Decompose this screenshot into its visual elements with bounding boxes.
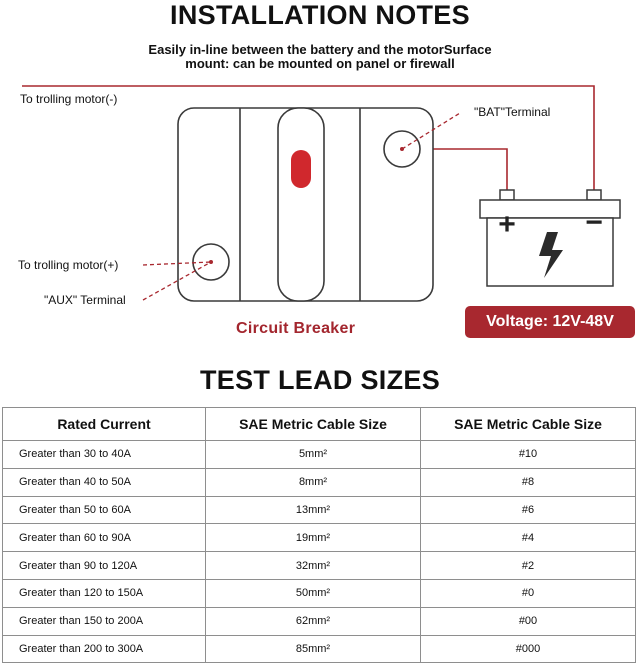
- cell-awg-size: #4: [421, 524, 636, 552]
- table-row: [3, 552, 636, 580]
- cell-rated-current: Greater than 150 to 200A: [3, 607, 206, 635]
- label-trolling-motor-negative: To trolling motor(-): [20, 92, 118, 106]
- cell-awg-size: #6: [421, 496, 636, 524]
- cell-awg-size: #000: [421, 635, 636, 663]
- header-sae-metric-size: SAE Metric Cable Size: [206, 408, 421, 441]
- cell-rated-current: Greater than 30 to 40A: [3, 441, 206, 469]
- table-header-row: [3, 408, 636, 441]
- cell-rated-current: Greater than 200 to 300A: [3, 635, 206, 663]
- cell-awg-size: #00: [421, 607, 636, 635]
- table-row: [3, 579, 636, 607]
- battery-plus-sign: +: [498, 208, 516, 241]
- header-sae-awg-size: SAE Metric Cable Size: [421, 408, 636, 441]
- cell-rated-current: Greater than 60 to 90A: [3, 524, 206, 552]
- cell-metric-size: 13mm²: [206, 496, 421, 524]
- subtitle-line-1: Easily in-line between the battery and the motorSurface: [148, 42, 492, 57]
- cell-rated-current: Greater than 40 to 50A: [3, 468, 206, 496]
- cell-rated-current: Greater than 90 to 120A: [3, 552, 206, 580]
- cell-metric-size: 50mm²: [206, 579, 421, 607]
- table-row: [3, 496, 636, 524]
- table-row: [3, 607, 636, 635]
- cell-awg-size: #2: [421, 552, 636, 580]
- cell-metric-size: 8mm²: [206, 468, 421, 496]
- test-lead-sizes-table: [2, 407, 636, 663]
- table-row: [3, 635, 636, 663]
- battery-minus-sign: −: [585, 206, 603, 239]
- circuit-breaker-icon: [178, 108, 433, 301]
- cell-awg-size: #0: [421, 579, 636, 607]
- voltage-badge: Voltage: 12V-48V: [465, 306, 635, 338]
- page-title: INSTALLATION NOTES: [170, 0, 470, 30]
- cell-metric-size: 32mm²: [206, 552, 421, 580]
- table-title: TEST LEAD SIZES: [199, 365, 441, 395]
- table-row: [3, 441, 636, 469]
- cell-metric-size: 5mm²: [206, 441, 421, 469]
- label-aux-terminal: "AUX" Terminal: [44, 293, 126, 307]
- table-row: [3, 524, 636, 552]
- subtitle-line-2: mount: can be mounted on panel or firewall: [185, 56, 455, 71]
- header-rated-current: Rated Current: [3, 408, 206, 441]
- table-row: [3, 468, 636, 496]
- cell-rated-current: Greater than 120 to 150A: [3, 579, 206, 607]
- label-trolling-motor-positive: To trolling motor(+): [18, 258, 119, 272]
- cell-metric-size: 62mm²: [206, 607, 421, 635]
- cell-awg-size: #10: [421, 441, 636, 469]
- label-bat-terminal: "BAT"Terminal: [474, 105, 551, 119]
- cell-metric-size: 85mm²: [206, 635, 421, 663]
- cell-rated-current: Greater than 50 to 60A: [3, 496, 206, 524]
- circuit-breaker-label: Circuit Breaker: [236, 320, 356, 337]
- cell-metric-size: 19mm²: [206, 524, 421, 552]
- cell-awg-size: #8: [421, 468, 636, 496]
